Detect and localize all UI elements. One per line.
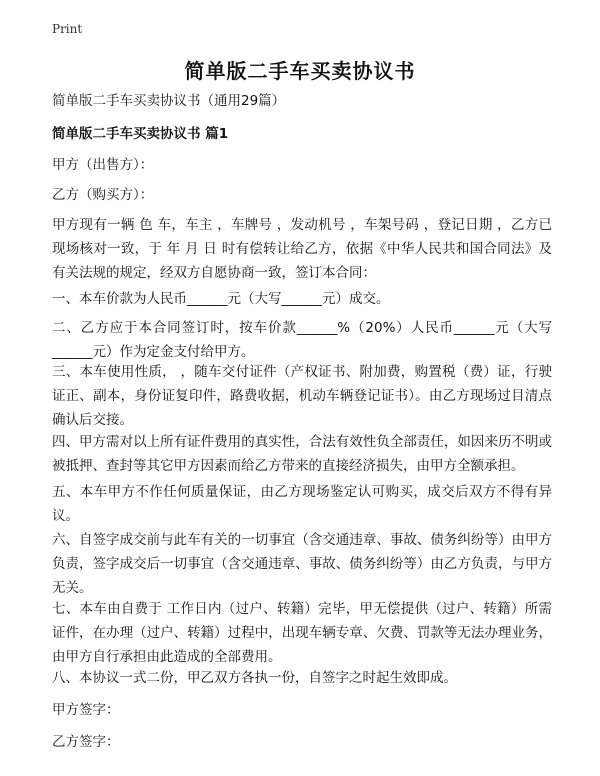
clause-5: 五、本车甲方不作任何质量保证，由乙方现场鉴定认可购买，成交后双方不得有异议。 <box>52 484 552 524</box>
clause-4: 四、甲方需对以上所有证件费用的真实性，合法有效性负全部责任，如因来历不明或被抵押、查封等其它甲方因素而给乙方带来的直接经济损失，由甲方全额承担。 <box>52 434 552 474</box>
clause-1: 一、本车价款为人民币______元（大写______元）成交。 <box>52 291 390 307</box>
signature-party-a: 甲方签字： <box>52 702 120 718</box>
party-a-label: 甲方（出售方）： <box>52 157 154 173</box>
document-subtitle: 简单版二手车买卖协议书（通用29篇） <box>52 93 286 109</box>
signature-party-b: 乙方签字： <box>52 734 120 750</box>
intro-paragraph: 甲方现有一辆 色 车，车主 ，车牌号 ，发动机号 ，车架号码 ，登记日期 ，乙方已现场核对一致，于 年 月 日 时有偿转让给乙方，依据《中华人民共和国合同法》及有关法规的规定，经双方自愿协商一致，签订本合同： <box>52 217 552 281</box>
clause-6: 六、自签字成交前与此车有关的一切事宜（含交通违章、事故、债务纠纷等）由甲方负责，签字成交后一切事宜（含交通违章、事故、债务纠纷等）由乙方负责，与甲方无关。 <box>52 532 552 596</box>
document-title: 简单版二手车买卖协议书 <box>184 59 416 83</box>
clause-8: 八、本协议一式二份，甲乙双方各执一份，自签字之时起生效即成。 <box>52 670 457 686</box>
clause-3: 三、本车使用性质， ，随车交付证件（产权证书、附加费，购置税（费）证，行驶证正、副本，身份证复印件，路费收据，机动车辆登记证书）。由乙方现场过目清点确认后交接。 <box>52 364 552 428</box>
section-heading: 简单版二手车买卖协议书 篇1 <box>52 126 229 142</box>
clause-7: 七、本车由自费于 工作日内（过户、转籍）完毕，甲无偿提供（过户、转籍）所需证件，在办理（过户、转籍）过程中，出现车辆专章、欠费、罚款等无法办理业务，由甲方自行承担由此造成的全部费用。 <box>52 601 552 665</box>
print-link[interactable]: Print <box>52 22 83 36</box>
party-b-label: 乙方（购买方）： <box>52 187 154 203</box>
clause-2: 二、乙方应于本合同签订时，按车价款______%（20%）人民币______元（大写______元）作为定金支付给甲方。 <box>52 320 552 360</box>
